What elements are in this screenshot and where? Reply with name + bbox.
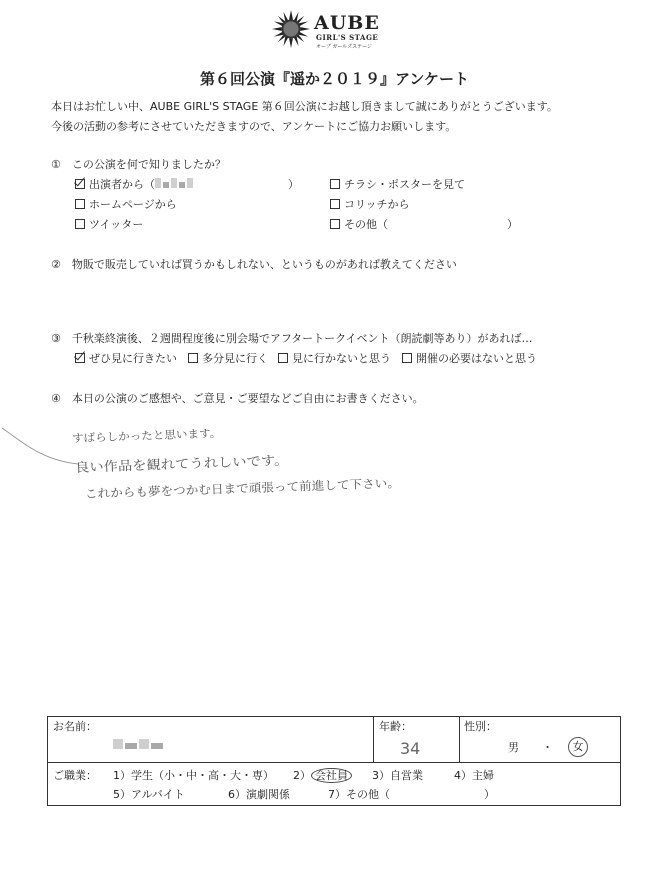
name-label: お名前：	[53, 720, 97, 733]
gender-male[interactable]: 男	[508, 741, 519, 754]
q1-option-homepage[interactable]: ホームページから	[75, 198, 177, 212]
job-student[interactable]: 1）学生（小・中・高・大・専）	[113, 769, 274, 782]
question-1: ① この公演を何で知りましたか？	[51, 158, 226, 171]
checkbox-icon[interactable]	[330, 199, 340, 209]
redacted-block	[155, 178, 195, 192]
question-3: ③ 千秋楽終演後、２週間程度後に別会場でアフタートークイベント（朗読劇等あり）があれば…	[51, 332, 533, 345]
intro-line-1: 本日はお忙しい中、AUBE GIRL'S STAGE 第６回公演にお越し頂きまして誠にありがとうございます。	[51, 100, 558, 113]
checkbox-icon[interactable]	[330, 179, 340, 189]
checkbox-icon[interactable]	[75, 179, 85, 189]
checkbox-icon[interactable]	[75, 353, 85, 363]
age-label: 年齢：	[379, 720, 412, 733]
pen-stroke-decoration	[0, 420, 80, 470]
q1-option-other[interactable]: その他（	[330, 218, 388, 232]
handwritten-line-3: これからも夢をつかむ日まで頑張って前進して下さい。	[84, 476, 401, 501]
gender-separator: ・	[542, 741, 553, 754]
handwritten-line-2: 良い作品を観れてうれしいです。	[74, 453, 289, 476]
logo-text: AUBE	[314, 12, 380, 34]
checkbox-icon[interactable]	[75, 199, 85, 209]
q1-option-other-close: ）	[507, 218, 518, 231]
question-4: ④ 本日の公演のご感想や、ご意見・ご要望などご自由にお書きください。	[51, 392, 424, 405]
q3-option-unneeded[interactable]: 開催の必要はないと思う	[402, 352, 537, 366]
job-part-time[interactable]: 5）アルバイト	[113, 788, 185, 801]
respondent-info-table	[47, 716, 621, 806]
logo-subtext: GIRL'S STAGE	[316, 33, 379, 42]
logo-kana: オーブ ガールズステージ	[316, 44, 372, 50]
q1-option-flyer[interactable]: チラシ・ポスターを見て	[330, 178, 465, 192]
checkbox-icon[interactable]	[330, 219, 340, 229]
q3-option-definitely[interactable]: ぜひ見に行きたい	[75, 352, 177, 366]
job-housewife[interactable]: 4）主婦	[454, 769, 494, 782]
job-other-close: ）	[484, 788, 495, 801]
job-self-employed[interactable]: 3）自営業	[372, 769, 423, 782]
job-theater[interactable]: 6）演劇関係	[228, 788, 290, 801]
age-value: 34	[400, 739, 421, 758]
q1-option-twitter[interactable]: ツイッター	[75, 218, 143, 232]
occupation-label: ご職業：	[53, 769, 97, 782]
handwritten-line-1: すばらしかったと思います。	[71, 426, 222, 445]
checkbox-icon[interactable]	[278, 353, 288, 363]
checkbox-icon[interactable]	[75, 219, 85, 229]
sun-logo-icon	[272, 10, 310, 48]
checkbox-icon[interactable]	[402, 353, 412, 363]
q3-option-probably[interactable]: 多分見に行く	[188, 352, 268, 366]
q1-option-corich[interactable]: コリッチから	[330, 198, 410, 212]
q1-option-performer-close: ）	[288, 178, 299, 191]
question-2: ② 物販で販売していれば買うかもしれない、というものがあれば教えてください	[51, 258, 457, 271]
redacted-name	[113, 733, 165, 753]
q3-option-no[interactable]: 見に行かないと思う	[278, 352, 391, 366]
job-other[interactable]: 7）その他（	[328, 788, 390, 801]
gender-label: 性別：	[464, 720, 497, 733]
q1-option-performer[interactable]: 出演者から（	[75, 178, 195, 192]
job-employee[interactable]: 2） 会社員	[293, 769, 352, 783]
page-title: 第６回公演『遥か２０１９』アンケート	[199, 70, 470, 88]
gender-female[interactable]: 女	[568, 737, 588, 757]
intro-line-2: 今後の活動の参考にさせていただきますので、アンケートにご協力お願いします。	[51, 120, 457, 133]
checkbox-icon[interactable]	[188, 353, 198, 363]
